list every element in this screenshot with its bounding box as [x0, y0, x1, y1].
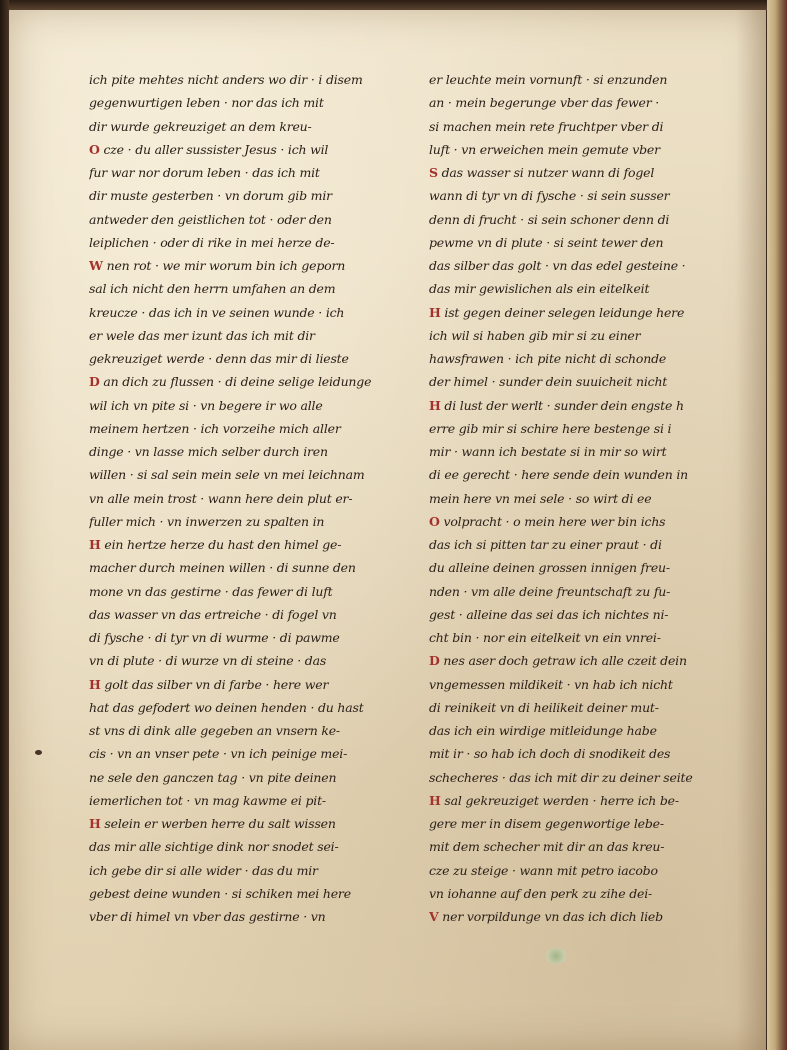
rubricated-initial: H	[429, 304, 441, 320]
line-text: vn iohanne auf den perk zu zihe dei-	[429, 885, 653, 901]
manuscript-line	[89, 487, 419, 510]
line-text: macher durch meinen willen · di sunne den	[89, 560, 356, 576]
line-text: das silber das golt · vn das edel gesteine ·	[429, 258, 686, 273]
line-text: mir · wann ich bestate si in mir so wirt	[429, 444, 667, 459]
line-text: das ich ein wirdige mitleidunge habe	[429, 723, 657, 738]
manuscript-line	[89, 347, 419, 370]
manuscript-line	[89, 115, 419, 138]
line-text: st vns di dink alle gegeben an vnsern ke-	[89, 723, 340, 738]
manuscript-line	[89, 68, 419, 91]
line-text: di lust der werlt · sunder dein engste h	[444, 397, 684, 413]
line-text: selein er werben herre du salt wissen	[104, 816, 336, 831]
manuscript-line	[89, 580, 419, 603]
line-text: das mir alle sichtige dink nor snodet sei-	[89, 839, 339, 855]
manuscript-line	[429, 231, 729, 254]
line-text: gegenwurtigen leben · nor das ich mit	[89, 95, 324, 111]
line-text: mit ir · so hab ich doch di snodikeit des	[429, 746, 671, 762]
line-text: mein here vn mei sele · so wirt di ee	[429, 490, 652, 506]
line-text: der himel · sunder dein suuicheit nicht	[429, 374, 668, 390]
manuscript-line	[429, 673, 729, 696]
manuscript-line	[429, 184, 729, 207]
manuscript-line	[429, 115, 729, 138]
manuscript-line	[89, 882, 419, 905]
manuscript-line	[89, 626, 419, 649]
manuscript-line	[429, 510, 729, 533]
manuscript-line	[89, 812, 419, 835]
line-text: leiplichen · oder di rike in mei herze de-	[89, 234, 335, 250]
manuscript-line	[89, 184, 419, 207]
line-text: kreucze · das ich in ve seinen wunde · ich	[89, 304, 345, 320]
line-text: iemerlichen tot · vn mag kawme ei pit-	[89, 792, 326, 808]
line-text: wann di tyr vn di fysche · si sein susser	[429, 188, 670, 204]
manuscript-line	[429, 91, 729, 114]
line-text: cze zu steige · wann mit petro iacobo	[429, 862, 658, 878]
manuscript-line	[89, 905, 419, 928]
line-text: vn alle mein trost · wann here dein plut er-	[89, 490, 353, 506]
line-text: fuller mich · vn inwerzen zu spalten in	[89, 513, 325, 529]
manuscript-line	[89, 370, 419, 393]
manuscript-page	[9, 8, 766, 1050]
line-text: vn di plute · di wurze vn di steine · das	[89, 653, 327, 669]
line-text: du alleine deinen grossen innigen freu-	[429, 560, 670, 576]
binding-right-edge	[767, 0, 787, 1050]
rubricated-initial: H	[429, 397, 441, 413]
line-text: pewme vn di plute · si seint tewer den	[429, 234, 664, 250]
manuscript-line	[429, 487, 729, 510]
line-text: das ich si pitten tar zu einer praut · di	[429, 537, 662, 552]
line-text: luft · vn erweichen mein gemute vber	[429, 141, 660, 157]
manuscript-line	[89, 603, 419, 626]
page-gutter-shadow	[736, 8, 766, 1050]
rubricated-initial: H	[89, 676, 101, 692]
line-text: golt das silber vn di farbe · here wer	[104, 676, 329, 692]
line-text: ne sele den ganczen tag · vn pite deinen	[89, 769, 337, 785]
line-text: meinem hertzen · ich vorzeihe mich aller	[89, 420, 341, 436]
manuscript-line	[89, 301, 419, 324]
manuscript-line	[429, 905, 729, 928]
manuscript-line	[429, 649, 729, 672]
line-text: gest · alleine das sei das ich nichtes ni-	[429, 606, 669, 622]
rubricated-initial: H	[429, 792, 441, 808]
line-text: cis · vn an vnser pete · vn ich peinige mei-	[89, 746, 348, 762]
manuscript-line	[429, 719, 729, 742]
manuscript-line	[89, 440, 419, 463]
line-text: cze · du aller sussister Jesus · ich wil	[103, 141, 329, 157]
manuscript-line	[429, 742, 729, 765]
line-text: gekreuziget werde · denn das mir di lieste	[89, 351, 349, 366]
line-text: wil ich vn pite si · vn begere ir wo alle	[89, 397, 323, 413]
manuscript-line	[429, 835, 729, 858]
line-text: cht bin · nor ein eitelkeit vn ein vnrei-	[429, 630, 661, 645]
line-text: sal ich nicht den herrn umfahen an dem	[89, 281, 336, 297]
text-column-right	[429, 68, 729, 928]
line-text: das mir gewislichen als ein eitelkeit	[429, 281, 650, 297]
line-text: an · mein begerunge vber das fewer ·	[429, 95, 660, 111]
line-text: ich wil si haben gib mir si zu einer	[429, 327, 641, 343]
line-text: gebest deine wunden · si schiken mei here	[89, 885, 351, 901]
line-text: er wele das mer izunt das ich mit dir	[89, 327, 315, 343]
manuscript-line	[429, 347, 729, 370]
line-text: ist gegen deiner selegen leidunge here	[444, 304, 685, 320]
line-text: nes aser doch getraw ich alle czeit dein	[443, 653, 687, 669]
manuscript-line	[429, 580, 729, 603]
manuscript-line	[89, 208, 419, 231]
line-text: ich gebe dir si alle wider · das du mir	[89, 862, 318, 878]
manuscript-line	[89, 254, 419, 277]
manuscript-line	[429, 696, 729, 719]
manuscript-line	[429, 533, 729, 556]
line-text: nen rot · we mir worum bin ich geporn	[106, 258, 346, 273]
rubricated-initial: H	[89, 816, 101, 831]
line-text: mit dem schecher mit dir an das kreu-	[429, 839, 665, 855]
line-text: er leuchte mein vornunft · si enzunden	[429, 72, 668, 87]
text-column-left	[89, 68, 419, 928]
manuscript-line	[89, 789, 419, 812]
manuscript-line	[89, 510, 419, 533]
manuscript-line	[89, 742, 419, 765]
manuscript-line	[89, 324, 419, 347]
manuscript-line	[89, 138, 419, 161]
manuscript-line	[89, 417, 419, 440]
manuscript-line	[429, 254, 729, 277]
line-text: das wasser vn das ertreiche · di fogel vn	[89, 606, 337, 622]
manuscript-line	[429, 463, 729, 486]
line-text: das wasser si nutzer wann di fogel	[441, 165, 655, 180]
manuscript-line	[429, 766, 729, 789]
manuscript-line	[429, 301, 729, 324]
rubricated-initial: V	[429, 909, 439, 924]
line-text: si machen mein rete fruchtper vber di	[429, 118, 664, 134]
rubricated-initial: O	[89, 141, 100, 157]
rubricated-initial: O	[429, 513, 440, 529]
manuscript-line	[429, 138, 729, 161]
manuscript-line	[429, 440, 729, 463]
line-text: dir muste gesterben · vn dorum gib mir	[89, 188, 332, 204]
line-text: mone vn das gestirne · das fewer di luft	[89, 583, 333, 599]
rubricated-initial: S	[429, 165, 438, 180]
manuscript-line	[89, 161, 419, 184]
manuscript-line	[429, 277, 729, 300]
manuscript-line	[429, 161, 729, 184]
line-text: antweder den geistlichen tot · oder den	[89, 211, 332, 227]
manuscript-line	[89, 556, 419, 579]
manuscript-line	[89, 835, 419, 858]
manuscript-line	[89, 719, 419, 742]
line-text: volpracht · o mein here wer bin ichs	[443, 513, 666, 529]
manuscript-line	[429, 394, 729, 417]
line-text: sal gekreuziget werden · herre ich be-	[444, 792, 679, 808]
line-text: erre gib mir si schire here bestenge si i	[429, 420, 672, 436]
manuscript-line	[89, 533, 419, 556]
binding-left-edge	[0, 0, 9, 1050]
line-text: ich pite mehtes nicht anders wo dir · i disem	[89, 72, 363, 87]
manuscript-line	[429, 68, 729, 91]
rubricated-initial: D	[429, 653, 440, 669]
rubricated-initial: H	[89, 537, 101, 552]
manuscript-line	[429, 370, 729, 393]
manuscript-line	[429, 603, 729, 626]
line-text: di reinikeit vn di heilikeit deiner mut-	[429, 699, 659, 715]
manuscript-line	[89, 859, 419, 882]
line-text: vngemessen mildikeit · vn hab ich nicht	[429, 676, 673, 692]
manuscript-line	[429, 812, 729, 835]
manuscript-line	[429, 789, 729, 812]
manuscript-line	[89, 673, 419, 696]
manuscript-line	[429, 417, 729, 440]
line-text: willen · si sal sein mein sele vn mei leichnam	[89, 467, 365, 483]
rubricated-initial: D	[89, 374, 100, 390]
line-text: hawsfrawen · ich pite nicht di schonde	[429, 351, 667, 366]
manuscript-line	[89, 394, 419, 417]
manuscript-line	[429, 556, 729, 579]
line-text: ein hertze herze du hast den himel ge-	[104, 537, 342, 552]
manuscript-line	[89, 91, 419, 114]
line-text: di ee gerecht · here sende dein wunden in	[429, 467, 689, 483]
manuscript-line	[89, 231, 419, 254]
ink-blot	[35, 750, 42, 755]
manuscript-line	[89, 696, 419, 719]
line-text: fur war nor dorum leben · das ich mit	[89, 165, 320, 180]
line-text: schecheres · das ich mit dir zu deiner seite	[429, 769, 693, 785]
line-text: an dich zu flussen · di deine selige leidunge	[103, 374, 372, 390]
line-text: hat das gefodert wo deinen henden · du hast	[89, 699, 364, 715]
line-text: gere mer in disem gegenwortige lebe-	[429, 816, 664, 831]
line-text: ner vorpildunge vn das ich dich lieb	[442, 909, 663, 924]
manuscript-line	[89, 463, 419, 486]
page-top-shadow	[9, 0, 767, 10]
manuscript-line	[429, 626, 729, 649]
manuscript-line	[429, 208, 729, 231]
manuscript-line	[89, 277, 419, 300]
manuscript-line	[89, 649, 419, 672]
rubricated-initial: W	[89, 258, 103, 273]
manuscript-line	[89, 766, 419, 789]
line-text: dinge · vn lasse mich selber durch iren	[89, 444, 328, 459]
manuscript-line	[429, 882, 729, 905]
line-text: vber di himel vn vber das gestirne · vn	[89, 909, 326, 924]
line-text: denn di frucht · si sein schoner denn di	[429, 211, 670, 227]
line-text: di fysche · di tyr vn di wurme · di pawme	[89, 630, 340, 645]
manuscript-line	[429, 324, 729, 347]
line-text: nden · vm alle deine freuntschaft zu fu-	[429, 583, 671, 599]
line-text: dir wurde gekreuziget an dem kreu-	[89, 118, 312, 134]
manuscript-line	[429, 859, 729, 882]
green-stain	[546, 948, 566, 964]
